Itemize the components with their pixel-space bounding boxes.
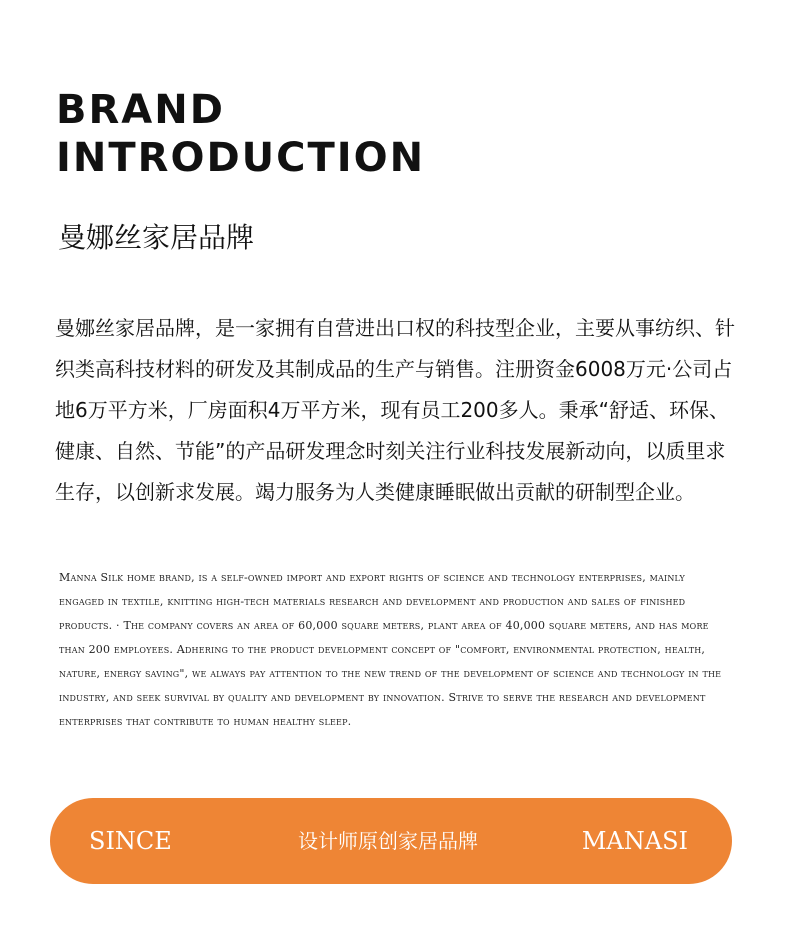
intro-paragraph-english: Manna Silk home brand, is a self-owned import and export rights of science and technology enterprises, mainly engaged in textile, knitting high-tech materials research and development and production and sales of finished products. · The company covers an area of 60,000 square meters, plant area of 40,000 square meters, and has more than 200 employees. Adhering to the product development concept of "comfort, environmental protection, health, nature, energy saving", we always pay attention to the new trend of the development of science and technology in the industry, and seek survival by quality and development by innovation. Strive to serve the research and development enterprises that contribute to human healthy sleep.: [59, 571, 722, 728]
banner-since-label: SINCE: [89, 827, 172, 855]
brand-banner: [50, 798, 732, 884]
brand-title-line-2: INTRODUCTION: [56, 135, 426, 181]
brand-subtitle: 曼娜丝家居品牌: [58, 221, 255, 254]
banner-tagline: 设计师原创家居品牌: [298, 829, 478, 853]
brand-title-line-1: BRAND: [56, 87, 225, 133]
intro-paragraph-chinese: 曼娜丝家居品牌，是一家拥有自营进出口权的科技型企业，主要从事纺织、针织类高科技材料的研发及其制成品的生产与销售。注册资金6008万元·公司占地6万平方米，厂房面积4万平方米，现有员工200多人。秉承“舒适、环保、健康、自然、节能”的产品研发理念时刻关注行业科技发展新动向，以质里求生存，以创新求发展。竭力服务为人类健康睡眠做出贡献的研制型企业。: [55, 316, 735, 504]
banner-brand-name: MANASI: [581, 827, 688, 855]
